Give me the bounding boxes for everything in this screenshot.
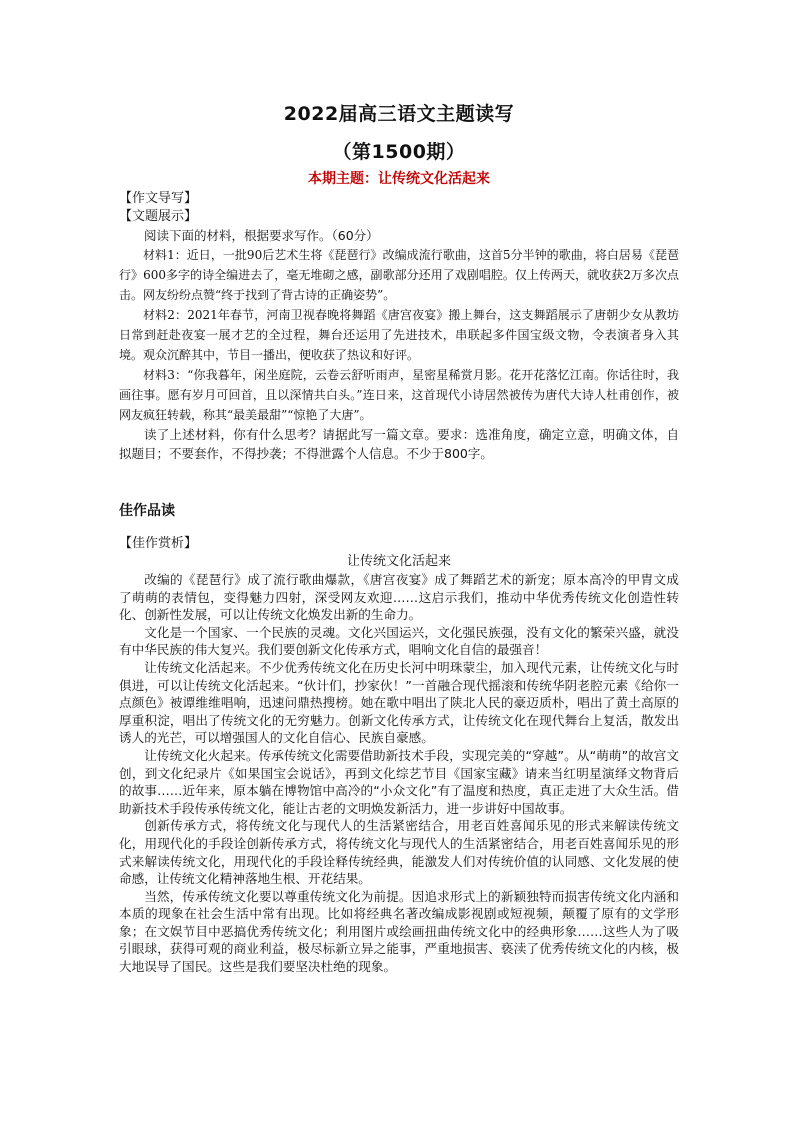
guide-label: 【作文导写】 xyxy=(119,191,198,206)
material-2: 材料2：2021年春节，河南卫视春晚将舞蹈《唐宫夜宴》搬上舞台，这支舞蹈展示了唐朝少女从教坊日常到赶赴夜宴一展才艺的全过程，舞台还运用了先进技术，串联起多件国宝级文物，令表演者身入其境。观众沉醉其中，节目一播出，便收获了热议和好评。 xyxy=(119,308,679,362)
essay-paragraph: 当然，传承传统文化要以尊重传统文化为前提。因追求形式上的新颖独特而损害传统文化内涵和本质的现象在社会生活中常有出现。比如将经典名著改编成影视剧或短视频，颠覆了原有的文学形象；在文娱节目中恶搞优秀传统文化；利用图片或绘画扭曲传统文化中的经典形象……这些人为了吸引眼球，获得可观的商业利益，极尽标新立异之能事，严重地损害、亵渎了优秀传统文化的内核，极大地误导了国民。这些是我们要坚决杜绝的现象。 xyxy=(119,888,679,975)
document-title: 2022届高三语文主题读写 xyxy=(283,103,515,125)
material-3: 材料3：“你我暮年，闲坐庭院，云卷云舒听雨声，星密星稀赏月影。花开花落忆江南。你话往时，我画往事。愿有岁月可回首，且以深情共白头。”连日来，这首现代小诗居然被传为唐代大诗人杜甫创作，被网友疯狂转载，称其“最美最甜”“惊艳了大唐”。 xyxy=(119,368,679,422)
essay-title: 让传统文化活起来 xyxy=(346,554,451,569)
essay-paragraph: 让传统文化活起来。不少优秀传统文化在历史长河中明珠蒙尘，加入现代元素，让传统文化与时俱进，可以让传统文化活起来。“伙计们，抄家伙！”一首融合现代摇滚和传统华阴老腔元素《给你一点颜色》被谭维维唱响，迅速问鼎热搜榜。她在歌中唱出了陕北人民的豪迈质朴，唱出了黄土高原的厚重积淀，唱出了传统文化的无穷魅力。创新文化传承方式，让传统文化在现代舞台上复活，散发出诱人的光芒，可以增强国人的文化自信心、民族自豪感。 xyxy=(119,659,679,746)
material-1: 材料1：近日，一批90后艺术生将《琵琶行》改编成流行歌曲，这首5分半钟的歌曲，将白居易《琵琶行》600多字的诗全编进去了，毫无堆砌之感，副歌部分还用了戏剧唱腔。仅上传两天，就收获2万多次点击。网友纷纷点赞“终于找到了背古诗的正确姿势”。 xyxy=(119,248,679,302)
topic-line: 本期主题：让传统文化活起来 xyxy=(308,171,490,187)
essay-paragraph: 创新传承方式，将传统文化与现代人的生活紧密结合，用老百姓喜闻乐见的形式来解读传统文化，用现代化的手段诠创新传承方式，将传统文化与现代人的生活紧密结合，用老百姓喜闻乐见的形式来解读传统文化，用现代化的手段诠释传统经典，能激发人们对传统价值的认同感、文化发展的使命感，让传统文化精神落地生根、开花结果。 xyxy=(119,818,679,887)
prompt-requirement: 读了上述材料，你有什么思考？请据此写一篇文章。要求：选准角度，确定立意，明确文体，自拟题目；不要套作，不得抄袭；不得泄露个人信息。不少于800字。 xyxy=(119,427,679,461)
issue-number: （第1500期） xyxy=(332,141,466,163)
appreciation-label: 【佳作赏析】 xyxy=(119,536,198,551)
document-page xyxy=(119,100,679,976)
essay-paragraph: 改编的《琵琶行》成了流行歌曲爆款，《唐宫夜宴》成了舞蹈艺术的新宠；原本高冷的甲胄文成了萌萌的表情包，变得魅力四射，深受网友欢迎……这启示我们，推动中华优秀传统文化创造性转化、创新性发展，可以让传统文化焕发出新的生命力。 xyxy=(119,572,679,623)
prompt-intro: 阅读下面的材料，根据要求写作。（60分） xyxy=(144,228,379,243)
showcase-label: 【文题展示】 xyxy=(119,209,198,224)
essay-paragraph: 让传统文化火起来。传承传统文化需要借助新技术手段，实现完美的“穿越”。从“萌萌”的故宫文创，到文化纪录片《如果国宝会说话》，再到文化综艺节目《国家宝藏》请来当红明星演绎文物背后的故事……近年来，原本躺在博物馆中高冷的“小众文化”有了温度和热度，真正走进了大众生活。借助新技术手段传承传统文化，能让古老的文明焕发新活力，进一步讲好中国故事。 xyxy=(119,747,679,816)
section-heading: 佳作品读 xyxy=(119,503,175,519)
essay-paragraph: 文化是一个国家、一个民族的灵魂。文化兴国运兴，文化强民族强，没有文化的繁荣兴盛，就没有中华民族的伟大复兴。我们要创新文化传承方式，唱响文化自信的最强音！ xyxy=(119,624,679,658)
